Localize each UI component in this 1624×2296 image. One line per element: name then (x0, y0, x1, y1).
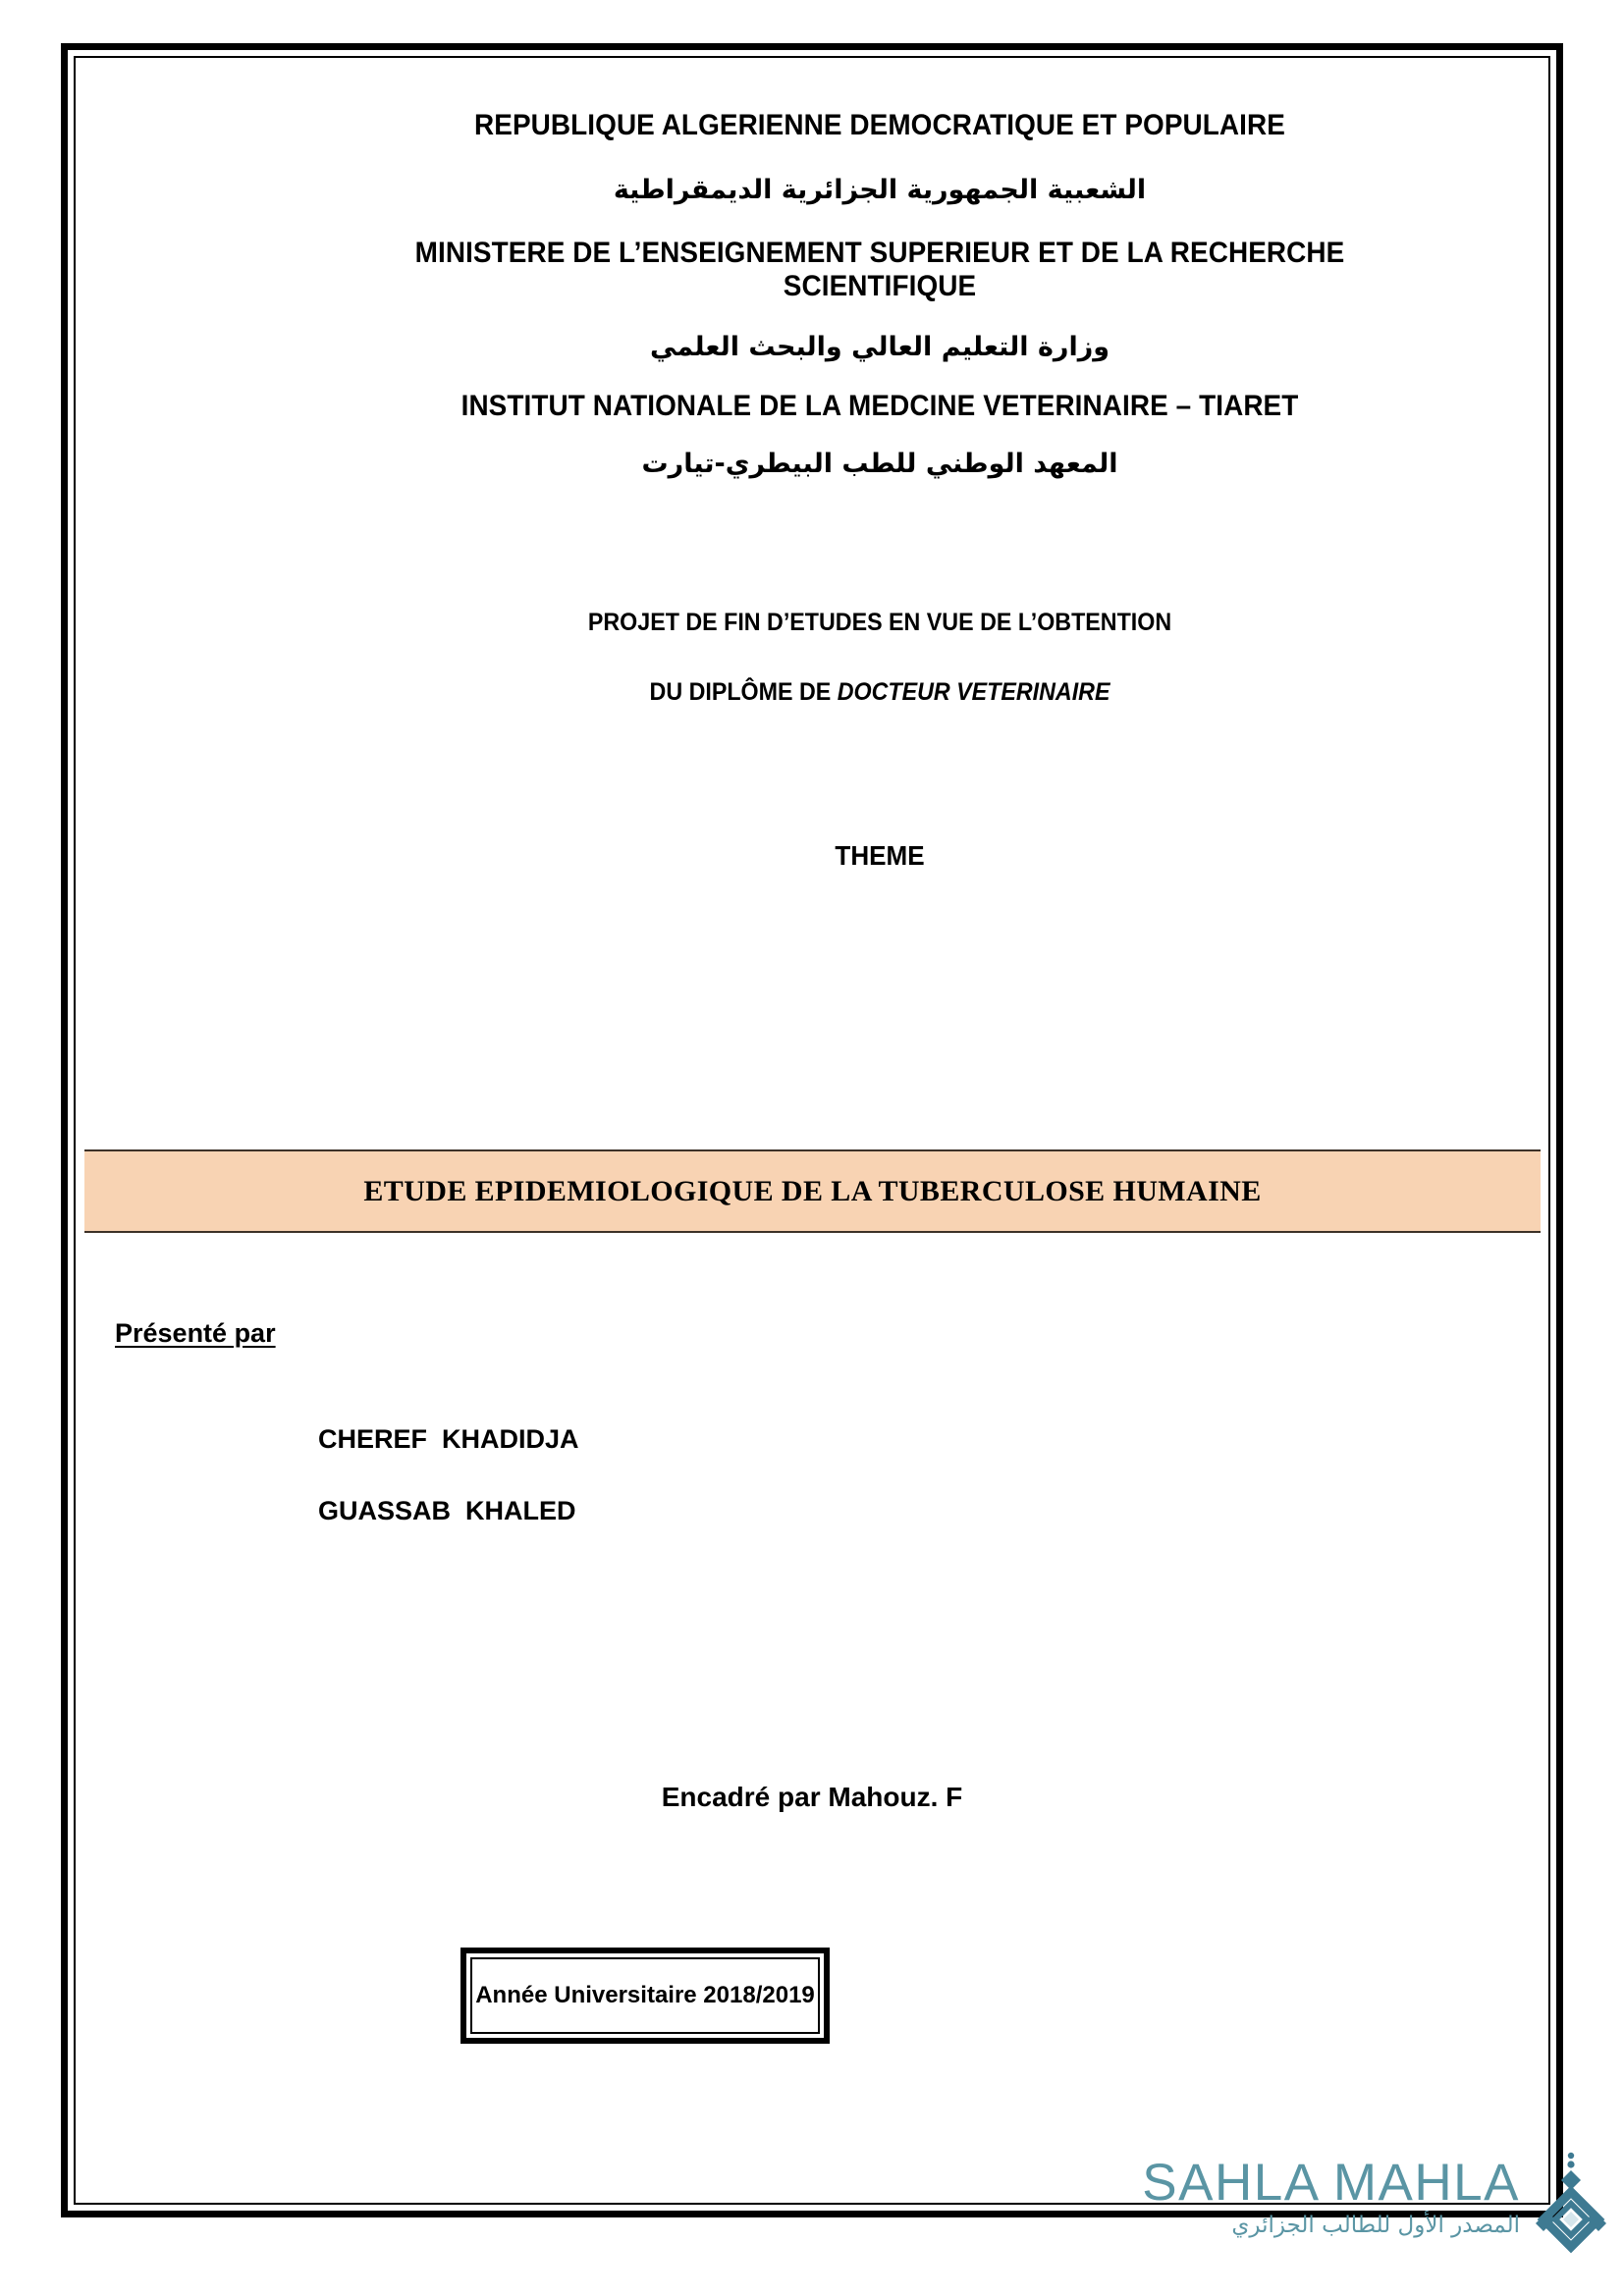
academic-year-box (460, 1948, 830, 2044)
thesis-title: ETUDE EPIDEMIOLOGIQUE DE LA TUBERCULOSE HUMAINE (363, 1174, 1262, 1207)
supervisor-line: Encadré par Mahouz. F (661, 1782, 963, 1812)
academic-year-box-inner (470, 1957, 820, 2034)
republic-name-fr: REPUBLIQUE ALGERIENNE DEMOCRATIQUE ET POPULAIRE (474, 109, 1285, 141)
degree-title-italic: DOCTEUR VETERINAIRE (837, 678, 1110, 707)
presented-by-label: Présenté par (115, 1318, 276, 1348)
ministry-name-fr-line1: MINISTERE DE L’ENSEIGNEMENT SUPERIEUR ET DE LA RECHERCHE (414, 236, 1345, 269)
theme-label: THEME (835, 840, 925, 872)
degree-block (156, 609, 1603, 707)
author-name-2: GUASSAB KHALED (318, 1496, 576, 1525)
degree-line-2 (207, 678, 1553, 707)
author-name-1: CHEREF KHADIDJA (318, 1424, 579, 1454)
degree-prefix: DU DIPLÔME DE (649, 678, 838, 707)
academic-year-text: Année Universitaire 2018/2019 (475, 1982, 815, 2008)
degree-line-1: PROJET DE FIN D’ETUDES EN VUE DE L’OBTENTION (587, 609, 1172, 637)
theme-title-banner (84, 1149, 1541, 1233)
republic-name-ar: الشعبية الجمهورية الجزائرية الديمقراطية (613, 174, 1147, 205)
watermark-title: SAHLA MAHLA (1142, 2154, 1520, 2212)
ministry-name-ar: وزارة التعليم العالي والبحث العلمي (649, 331, 1110, 362)
institute-name-fr: INSTITUT NATIONALE DE LA MEDCINE VETERINAIRE – TIARET (460, 389, 1299, 422)
institute-name-ar: المعهد الوطني للطب البيطري-تيارت (641, 449, 1118, 480)
watermark-subtitle: المصدر الأول للطالب الجزائري (1231, 2213, 1520, 2238)
page-border-frame (61, 43, 1563, 2217)
ministry-name-fr-line2: SCIENTIFIQUE (783, 270, 977, 303)
institutional-header (156, 109, 1603, 481)
